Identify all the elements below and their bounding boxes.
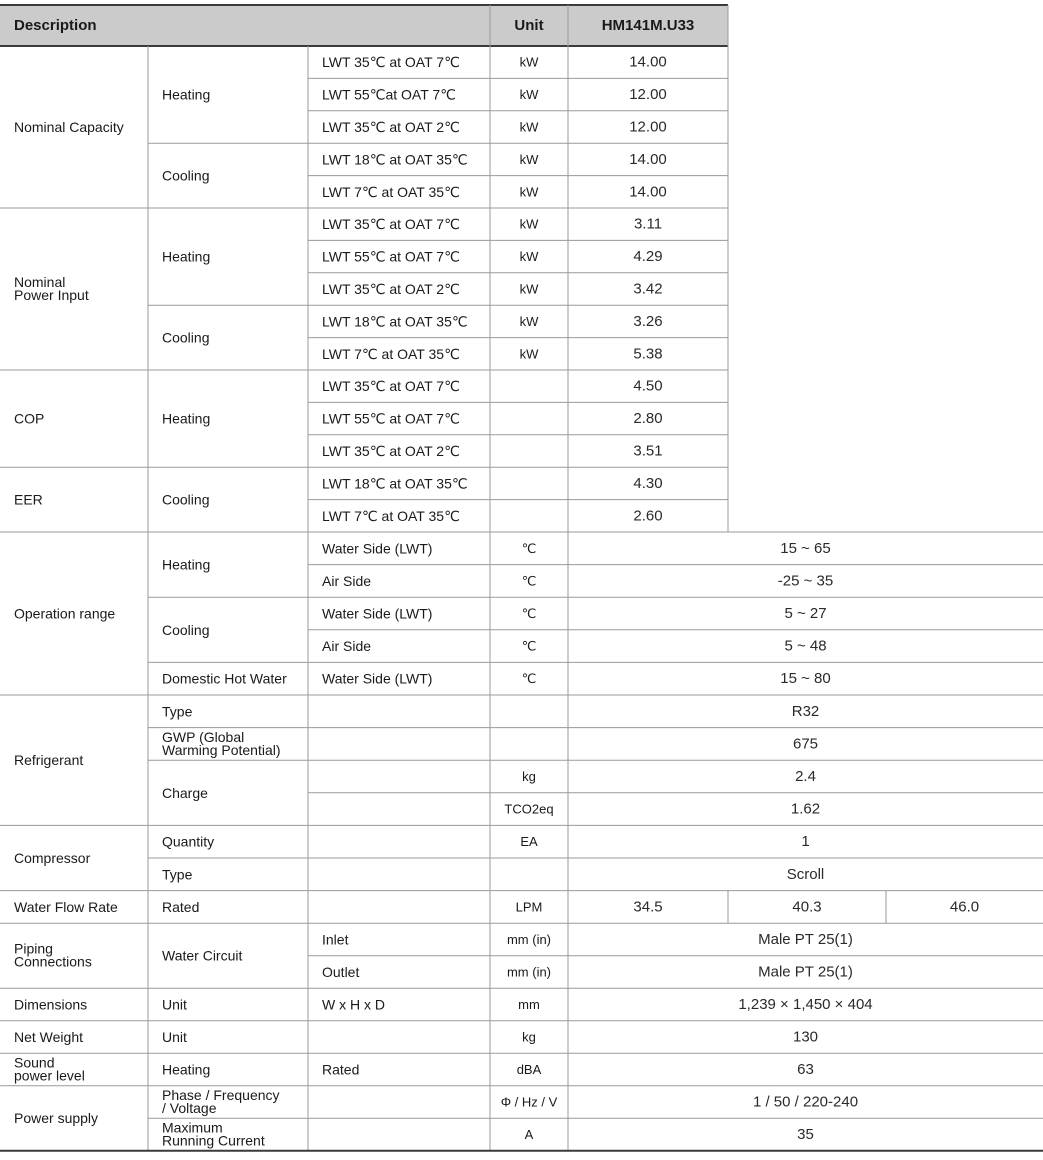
- condition-cell: Air Side: [322, 572, 372, 589]
- condition-cell: Inlet: [322, 931, 349, 948]
- unit-cell: dBA: [516, 1061, 542, 1077]
- group-label: Cooling: [162, 167, 210, 184]
- value-cell: -25 ~ 35: [777, 572, 834, 590]
- unit-cell: ℃: [521, 638, 537, 654]
- unit-cell: ℃: [521, 573, 537, 589]
- unit-cell: kW: [519, 216, 539, 232]
- group-label: Phase / Frequency / Voltage: [162, 1086, 280, 1116]
- condition-cell: LWT 35℃ at OAT 2℃: [322, 281, 460, 297]
- group-label: GWP (Global Warming Potential): [162, 728, 281, 758]
- condition-cell: LWT 7℃ at OAT 35℃: [322, 507, 460, 524]
- condition-cell: W x H x D: [322, 996, 385, 1013]
- value-cell: 15 ~ 80: [780, 670, 831, 688]
- value-cell: 46.0: [949, 898, 980, 916]
- value-cell: Scroll: [786, 865, 825, 883]
- group-label: Heating: [162, 556, 211, 573]
- value-cell: 3.11: [633, 215, 663, 233]
- section-label: Compressor: [14, 850, 91, 866]
- condition-cell: LWT 18℃ at OAT 35℃: [322, 313, 468, 330]
- condition-cell: Rated: [322, 1061, 360, 1078]
- group-label: Type: [162, 703, 193, 720]
- value-cell: R32: [791, 702, 820, 720]
- value-cell: 130: [792, 1028, 819, 1046]
- condition-cell: LWT 35℃ at OAT 7℃: [322, 216, 460, 233]
- condition-cell: Water Side (LWT): [322, 540, 433, 557]
- unit-cell: kg: [522, 1029, 536, 1045]
- unit-cell: kW: [519, 281, 539, 297]
- condition-cell: LWT 35℃ at OAT 7℃: [322, 378, 460, 395]
- value-cell: 40.3: [792, 898, 822, 916]
- header-unit: Unit: [514, 17, 544, 34]
- group-label: Heating: [162, 410, 211, 427]
- value-cell: 1.62: [790, 800, 821, 818]
- unit-cell: kW: [519, 151, 539, 167]
- condition-cell: Water Side (LWT): [322, 670, 433, 687]
- unit-cell: kW: [519, 119, 539, 135]
- group-label: Heating: [162, 86, 211, 103]
- unit-cell: EA: [520, 834, 538, 850]
- unit-cell: ℃: [521, 540, 537, 556]
- group-label: Domestic Hot Water: [162, 670, 287, 687]
- value-cell: Male PT 25(1): [758, 963, 853, 981]
- unit-cell: kW: [519, 346, 539, 362]
- unit-cell: kW: [519, 184, 539, 200]
- section-label: Operation range: [14, 605, 116, 622]
- value-cell: 14.00: [629, 53, 667, 71]
- unit-cell: kW: [519, 87, 539, 103]
- value-cell: 63: [797, 1060, 814, 1078]
- group-label: Cooling: [162, 491, 210, 508]
- value-cell: 5 ~ 48: [784, 637, 827, 655]
- group-label: Maximum Running Current: [162, 1119, 265, 1149]
- value-cell: 12.00: [629, 86, 667, 104]
- condition-cell: LWT 7℃ at OAT 35℃: [322, 183, 460, 200]
- unit-cell: mm: [518, 996, 540, 1012]
- section-label: Water Flow Rate: [14, 898, 118, 915]
- unit-cell: mm (in): [506, 931, 552, 947]
- value-cell: 2.4: [795, 768, 816, 785]
- group-label: Unit: [162, 996, 187, 1013]
- group-label: Unit: [162, 1028, 187, 1045]
- unit-cell: TCO2eq: [504, 801, 554, 817]
- unit-cell: ℃: [521, 606, 537, 621]
- value-cell: 1,239 × 1,450 × 404: [738, 995, 873, 1013]
- condition-cell: Outlet: [322, 963, 360, 980]
- section-label: Sound power level: [14, 1054, 85, 1084]
- condition-cell: LWT 18℃ at OAT 35℃: [322, 475, 468, 492]
- value-cell: 3.42: [633, 280, 663, 298]
- value-cell: 5 ~ 27: [784, 605, 827, 622]
- value-cell: 3.26: [633, 312, 663, 330]
- value-cell: 1 / 50 / 220-240: [752, 1093, 859, 1111]
- condition-cell: LWT 18℃ at OAT 35℃: [322, 151, 468, 168]
- section-label: Net Weight: [14, 1028, 83, 1045]
- value-cell: 3.51: [633, 442, 663, 460]
- section-label: EER: [14, 491, 43, 508]
- unit-cell: kW: [519, 313, 539, 329]
- unit-cell: kg: [522, 769, 536, 784]
- unit-cell: Φ / Hz / V: [500, 1094, 558, 1110]
- group-label: Heating: [162, 248, 211, 265]
- group-label: Rated: [162, 898, 200, 915]
- condition-cell: LWT 35℃ at OAT 2℃: [322, 119, 460, 135]
- unit-cell: LPM: [515, 899, 543, 915]
- section-label: Nominal Power Input: [14, 274, 89, 303]
- header-description: Description: [14, 17, 97, 34]
- group-label: Cooling: [162, 621, 210, 638]
- value-cell: Male PT 25(1): [758, 930, 853, 948]
- value-cell: 35: [797, 1125, 814, 1143]
- section-label: COP: [14, 410, 45, 427]
- group-label: Quantity: [162, 833, 215, 850]
- unit-cell: ℃: [521, 671, 537, 687]
- value-cell: 5.38: [633, 345, 663, 363]
- value-cell: 2.80: [633, 410, 663, 428]
- value-cell: 14.00: [629, 183, 667, 201]
- condition-cell: LWT 55℃ at OAT 7℃: [322, 248, 460, 265]
- value-cell: 675: [792, 735, 819, 753]
- condition-cell: Water Side (LWT): [322, 605, 433, 622]
- value-cell: 4.30: [633, 474, 663, 492]
- value-cell: 4.50: [633, 377, 663, 395]
- value-cell: 12.00: [629, 118, 667, 136]
- unit-cell: kW: [519, 54, 539, 70]
- condition-cell: LWT 35℃ at OAT 7℃: [322, 54, 460, 71]
- section-label: Piping Connections: [14, 940, 92, 970]
- value-cell: 34.5: [633, 898, 663, 916]
- section-label: Power supply: [14, 1110, 99, 1127]
- group-label: Heating: [162, 1061, 211, 1078]
- value-cell: 15 ~ 65: [780, 539, 831, 557]
- value-cell: 14.00: [629, 150, 667, 168]
- unit-cell: mm (in): [506, 964, 552, 980]
- group-label: Charge: [162, 784, 208, 801]
- section-label: Nominal Capacity: [14, 119, 124, 135]
- value-cell: 2.60: [633, 507, 663, 525]
- condition-cell: LWT 35℃ at OAT 2℃: [322, 443, 460, 459]
- group-label: Cooling: [162, 329, 210, 346]
- unit-cell: kW: [519, 249, 539, 265]
- header-model: HM141M.U33: [601, 17, 695, 34]
- condition-cell: Air Side: [322, 638, 372, 655]
- condition-cell: LWT 55℃ at OAT 7℃: [322, 410, 460, 427]
- group-label: Type: [162, 866, 193, 883]
- condition-cell: LWT 55℃at OAT 7℃: [322, 86, 456, 103]
- value-cell: 4.29: [633, 248, 663, 266]
- group-label: Water Circuit: [162, 947, 243, 964]
- unit-cell: A: [524, 1126, 534, 1142]
- section-label: Refrigerant: [14, 752, 84, 769]
- value-cell: 1: [801, 833, 810, 851]
- condition-cell: LWT 7℃ at OAT 35℃: [322, 345, 460, 362]
- section-label: Dimensions: [14, 996, 88, 1013]
